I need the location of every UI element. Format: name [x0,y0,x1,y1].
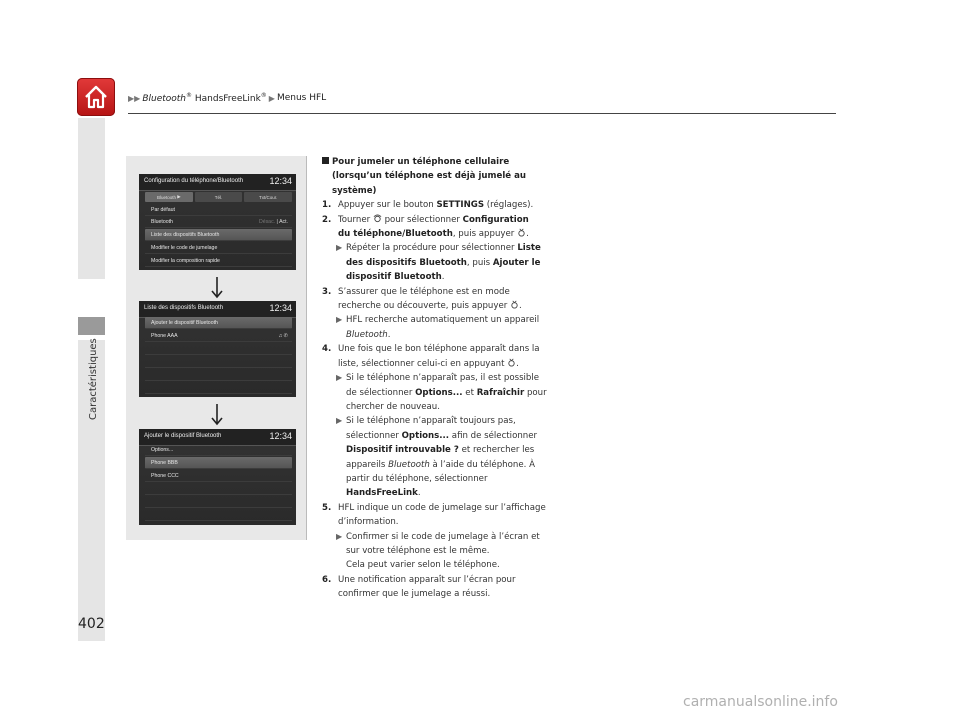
heading-square-icon [322,157,329,164]
step-3-substep: ▶ HFL recherche automatiquement un appareil Bluetooth. [336,315,540,340]
screen-clock: 12:34 [269,176,292,186]
press-button-icon [510,300,519,309]
press-button-icon [507,358,516,367]
screen-title: Configuration du téléphone/Bluetooth [144,178,244,184]
step-1: 1. Appuyer sur le bouton SETTINGS (réglages). [322,200,534,211]
step-5-substep: ▶ Confirmer si le code de jumelage à l’écran et sur votre téléphone est le même. Cela peut varier selon le téléphone. [336,531,540,571]
screen-header [139,174,296,191]
sub-arrow-icon: ▶ [336,373,343,383]
sub-arrow-icon: ▶ [336,531,343,541]
instructions [322,155,562,602]
menu-item-phone-aaa[interactable]: Phone AAA ♫ ✆ [145,330,292,342]
breadcrumb [128,92,326,104]
empty-row [145,369,292,381]
page-number: 402 [78,616,105,632]
side-tab-top [78,118,105,279]
breadcrumb-link-menus[interactable]: Menus HFL [276,93,327,103]
menu-item-add-device[interactable]: Ajouter le dispositif Bluetooth [145,317,292,329]
breadcrumb-link-bluetooth[interactable]: Bluetooth® HandsFreeLink® [142,92,267,104]
arrow-down-icon [211,404,223,426]
breadcrumb-arrow-icon: ▶ [268,93,275,103]
screen-add-device [139,429,296,525]
tab-txt[interactable]: Txt/Cour. [244,192,292,202]
step-4: 4. Une fois que le bon téléphone apparaît dans la liste, sélectionner celui-ci en appuyant . [322,344,540,369]
breadcrumb-arrow-icon: ▶▶ [128,93,141,103]
empty-row [145,496,292,508]
press-button-icon [517,228,526,237]
watermark: carmanualsonline.info [683,694,838,710]
empty-row [145,343,292,355]
step-2: 2. Tourner pour sélectionner Configuration du téléphone/Bluetooth, puis appuyer . [322,214,529,240]
step-3: 3. S’assurer que le téléphone est en mode recherche ou découverte, puis appuyer . [322,286,522,312]
menu-item-device-list[interactable]: Liste des dispositifs Bluetooth [145,229,292,241]
step-2-substep: ▶ Répéter la procédure pour sélectionner Liste des dispositifs Bluetooth, puis Ajouter le dispositif Bluetooth. [336,243,541,283]
audio-phone-icon: ♫ ✆ [278,332,288,339]
header-divider [128,113,836,114]
step-5: 5. HFL indique un code de jumelage sur l’affichage d’information. [322,502,546,528]
screen-clock: 12:34 [269,303,292,313]
step-4-substep-1: ▶ Si le téléphone n’apparaît pas, il est possible de sélectionner Options... et Rafraîchir pour chercher de nouveau. [336,373,547,412]
menu-item-options[interactable]: Options... [145,444,292,456]
menu-item-default[interactable]: Par défaut [145,204,292,216]
tab-bluetooth[interactable]: Bluetooth ▶ [145,192,193,202]
screen-title: Liste des dispositifs Bluetooth [144,305,224,311]
screen-tabs [145,192,292,202]
section-heading: Pour jumeler un téléphone cellulaire (lorsqu’un téléphone est déjà jumelé au système) [322,155,562,198]
side-tab-active[interactable] [78,317,105,335]
screen-phone-setup [139,174,296,270]
empty-row [145,382,292,394]
screen-device-list [139,301,296,397]
empty-row [145,483,292,495]
menu-item-edit-speed-dial[interactable]: Modifier la composition rapide [145,255,292,267]
arrow-down-icon [211,277,223,299]
screen-title: Ajouter le dispositif Bluetooth [144,433,222,439]
menu-item-phone-ccc[interactable]: Phone CCC [145,470,292,482]
sub-arrow-icon: ▶ [336,315,343,325]
menu-item-bluetooth[interactable]: Bluetooth Désac. | Act. [145,216,292,228]
section-label: Caractéristiques [88,338,99,420]
sub-arrow-icon: ▶ [336,243,343,253]
step-6: 6. Une notification apparaît sur l’écran pour confirmer que le jumelage a réussi. [322,574,516,600]
menu-item-phone-bbb[interactable]: Phone BBB [145,457,292,469]
empty-row [145,356,292,368]
step-4-substep-2: ▶ Si le téléphone n’apparaît toujours pas, sélectionner Options... afin de sélectionner Dispositif introuvable ? et rechercher les appareils Bluetooth à l’aide du téléphone. À partir du téléphone, sélectionner HandsFreeLink. [336,416,538,499]
tab-tel[interactable]: Tél. [195,192,243,202]
selector-knob-icon [373,214,382,223]
screen-header [139,301,296,318]
sub-arrow-icon: ▶ [336,416,343,426]
screen-clock: 12:34 [269,431,292,441]
empty-row [145,509,292,521]
home-button[interactable] [77,78,115,116]
menu-item-edit-pairing-code[interactable]: Modifier le code de jumelage [145,242,292,254]
home-icon [82,83,110,111]
